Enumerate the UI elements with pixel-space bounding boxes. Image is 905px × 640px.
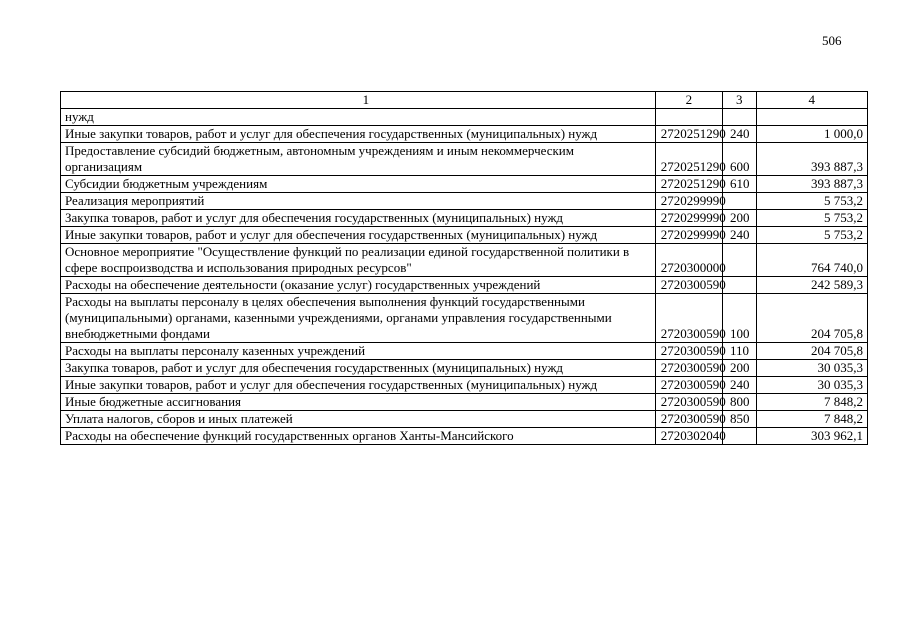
header-col-3: 3: [722, 92, 756, 109]
row-amount: [756, 109, 867, 126]
row-type: 110: [722, 343, 756, 360]
table-row: [61, 394, 868, 411]
row-type: 200: [722, 360, 756, 377]
row-code: 2720300590: [655, 294, 722, 343]
row-code: 2720251290: [655, 126, 722, 143]
table-row: [61, 109, 868, 126]
row-code: 2720299990: [655, 210, 722, 227]
row-amount: 303 962,1: [756, 428, 867, 445]
header-col-2: 2: [655, 92, 722, 109]
row-type: 240: [722, 377, 756, 394]
row-name: Основное мероприятие "Осуществление функций по реализации единой государственной политики в сфере воспроизводства и использования природных ресурсов": [61, 244, 656, 277]
row-code: 2720251290: [655, 143, 722, 176]
row-name: Закупка товаров, работ и услуг для обеспечения государственных (муниципальных) нужд: [61, 360, 656, 377]
row-name: Закупка товаров, работ и услуг для обеспечения государственных (муниципальных) нужд: [61, 210, 656, 227]
table-row: [61, 244, 868, 277]
row-type: [722, 244, 756, 277]
header-col-1: 1: [61, 92, 656, 109]
budget-table: [60, 91, 868, 445]
row-name: Иные закупки товаров, работ и услуг для обеспечения государственных (муниципальных) нужд: [61, 227, 656, 244]
row-type: 600: [722, 143, 756, 176]
row-name: Иные закупки товаров, работ и услуг для обеспечения государственных (муниципальных) нужд: [61, 377, 656, 394]
row-amount: 7 848,2: [756, 394, 867, 411]
row-name: Реализация мероприятий: [61, 193, 656, 210]
row-amount: 764 740,0: [756, 244, 867, 277]
row-amount: 393 887,3: [756, 143, 867, 176]
table-row: [61, 294, 868, 343]
row-code: 2720300590: [655, 377, 722, 394]
table-header-row: [61, 92, 868, 109]
row-name: Расходы на выплаты персоналу казенных учреждений: [61, 343, 656, 360]
row-type: 100: [722, 294, 756, 343]
row-code: 2720300000: [655, 244, 722, 277]
row-type: 240: [722, 227, 756, 244]
row-amount: 30 035,3: [756, 377, 867, 394]
table-row: [61, 176, 868, 193]
table-row: [61, 126, 868, 143]
row-amount: 1 000,0: [756, 126, 867, 143]
row-amount: 30 035,3: [756, 360, 867, 377]
row-amount: 7 848,2: [756, 411, 867, 428]
row-name: Расходы на обеспечение функций государственных органов Ханты-Мансийского: [61, 428, 656, 445]
row-amount: 242 589,3: [756, 277, 867, 294]
row-type: [722, 193, 756, 210]
table-row: [61, 277, 868, 294]
row-name: Расходы на выплаты персоналу в целях обеспечения выполнения функций государственными (муниципальными) органами, казенными учреждениями, органами управления государственными внебюджетными фондами: [61, 294, 656, 343]
table-row: [61, 210, 868, 227]
row-name: Субсидии бюджетным учреждениям: [61, 176, 656, 193]
row-type: 800: [722, 394, 756, 411]
row-name: нужд: [61, 109, 656, 126]
row-amount: 204 705,8: [756, 343, 867, 360]
table-row: [61, 227, 868, 244]
row-type: 240: [722, 126, 756, 143]
row-amount: 5 753,2: [756, 210, 867, 227]
row-name: Расходы на обеспечение деятельности (оказание услуг) государственных учреждений: [61, 277, 656, 294]
row-name: Иные закупки товаров, работ и услуг для обеспечения государственных (муниципальных) нужд: [61, 126, 656, 143]
table-row: [61, 428, 868, 445]
table-row: [61, 377, 868, 394]
row-type: 610: [722, 176, 756, 193]
table-row: [61, 411, 868, 428]
row-type: [722, 277, 756, 294]
row-code: [655, 109, 722, 126]
table-row: [61, 360, 868, 377]
row-amount: 204 705,8: [756, 294, 867, 343]
row-amount: 393 887,3: [756, 176, 867, 193]
row-type: [722, 428, 756, 445]
page-number: 506: [822, 33, 842, 48]
row-code: 2720300590: [655, 394, 722, 411]
row-code: 2720299990: [655, 227, 722, 244]
row-code: 2720251290: [655, 176, 722, 193]
row-name: Уплата налогов, сборов и иных платежей: [61, 411, 656, 428]
row-amount: 5 753,2: [756, 227, 867, 244]
row-name: Предоставление субсидий бюджетным, автономным учреждениям и иным некоммерческим организациям: [61, 143, 656, 176]
table-row: [61, 193, 868, 210]
header-col-4: 4: [756, 92, 867, 109]
table-row: [61, 143, 868, 176]
row-code: 2720299990: [655, 193, 722, 210]
row-amount: 5 753,2: [756, 193, 867, 210]
row-name: Иные бюджетные ассигнования: [61, 394, 656, 411]
row-type: 850: [722, 411, 756, 428]
table-row: [61, 343, 868, 360]
row-code: 2720300590: [655, 360, 722, 377]
row-type: [722, 109, 756, 126]
row-code: 2720302040: [655, 428, 722, 445]
row-code: 2720300590: [655, 277, 722, 294]
row-code: 2720300590: [655, 343, 722, 360]
row-type: 200: [722, 210, 756, 227]
row-code: 2720300590: [655, 411, 722, 428]
